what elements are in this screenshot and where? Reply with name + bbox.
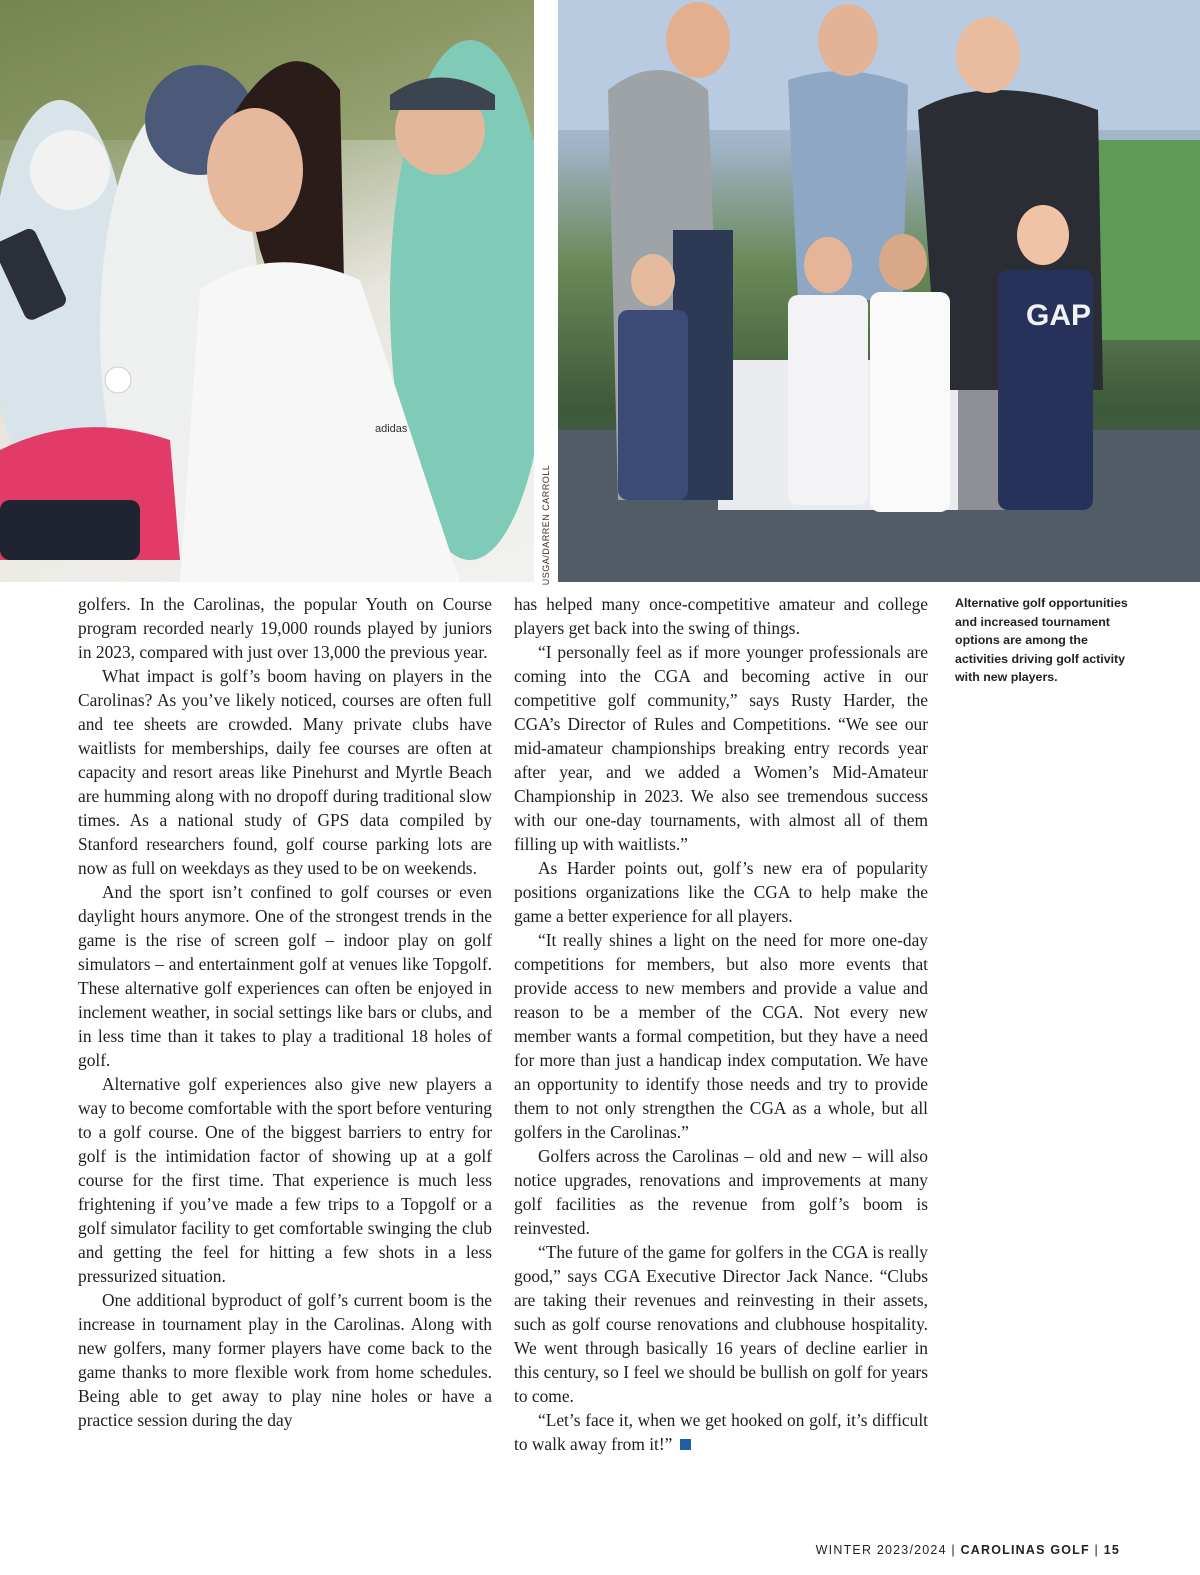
magazine-title: CAROLINAS GOLF (960, 1543, 1090, 1557)
photo-caption: Alternative golf opportunities and increased tournament options are among the activities driving golf activity with new players. (955, 596, 1128, 684)
photo-family-illustration (558, 0, 1200, 582)
paragraph-text: “Let’s face it, when we get hooked on golf, it’s difficult to walk away from it!” (514, 1410, 928, 1454)
paragraph: golfers. In the Carolinas, the popular Youth on Course program recorded nearly 19,000 rounds played by juniors in 2023, compared with just over 13,000 the previous year. (78, 594, 492, 662)
issue-date: WINTER 2023/2024 (815, 1543, 947, 1557)
paragraph: One additional byproduct of golf’s current boom is the increase in tournament play in the Carolinas. Along with new golfers, many former players have come back to the game thanks to more flexible work from home schedules. Being able to get away to play nine holes or have a practice session during the day (78, 1290, 492, 1430)
folio-separator: | (951, 1543, 956, 1557)
paragraph: Golfers across the Carolinas – old and new – will also notice upgrades, renovations and improvements at many golf facilities as the revenue from golf’s boom is reinvested. (514, 1146, 928, 1238)
paragraph: has helped many once-competitive amateur and college players get back into the swing of things. (514, 594, 928, 638)
svg-text:adidas: adidas (375, 423, 408, 435)
svg-text:GAP: GAP (1026, 299, 1092, 332)
paragraph: Alternative golf experiences also give new players a way to become comfortable with the sport before venturing to a golf course. One of the biggest barriers to entry for golf is the intimidation factor of showing up at a golf course for the first time. That experience is much less frightening if you’ve made a few trips to a Topgolf or a golf simulator facility to get comfortable swinging the club and getting the feel for hitting a few shots in a less pressurized situation. (78, 1074, 492, 1286)
folio-separator: | (1094, 1543, 1099, 1557)
paragraph: “It really shines a light on the need for more one-day competitions for members, but also more events that provide access to new members and provide a value and reason to be a member of the CGA. Not every new member wants a formal competition, but they have a need for more than just a handicap index computation. We have an opportunity to identify those needs and try to provide them to not only strengthen the CGA as a whole, but all golfers in the Carolinas.” (514, 930, 928, 1142)
paragraph: As Harder points out, golf’s new era of popularity positions organizations like the CGA to help make the game a better experience for all players. (514, 858, 928, 926)
photo-golfer-illustration (0, 0, 534, 582)
photo-golfer-with-fans (0, 0, 534, 582)
page-number: 15 (1103, 1543, 1120, 1557)
paragraph: “I personally feel as if more younger professionals are coming into the CGA and becoming active in our competitive golf community,” says Rusty Harder, the CGA’s Director of Rules and Competitions. “We see our mid-amateur championships breaking entry records year after year, and we added a Women’s Mid-Amateur Championship in 2023. We also see tremendous success with our one-day tournaments, with almost all of them filling up with waitlists.” (514, 642, 928, 854)
end-of-story-mark (680, 1439, 691, 1450)
body-column-1 (78, 592, 492, 1432)
body-column-2 (514, 592, 928, 1456)
paragraph: And the sport isn’t confined to golf courses or even daylight hours anymore. One of the strongest trends in the game is the rise of screen golf – indoor play on golf simulators – and entertainment golf at venues like Topgolf. These alternative golf experiences can often be enjoyed in inclement weather, in social settings like bars or clubs, and in less time than it takes to play a traditional 18 holes of golf. (78, 882, 492, 1070)
paragraph: “The future of the game for golfers in the CGA is really good,” says CGA Executive Director Jack Nance. “Clubs are taking their revenues and reinvesting in their assets, such as golf course renovations and clubhouse hospitality. We went through basically 16 years of decline earlier in this century, so I feel we should be bullish on golf for years to come. (514, 1242, 928, 1406)
photo-family-at-topgolf (558, 0, 1200, 582)
paragraph: What impact is golf’s boom having on players in the Carolinas? As you’ve likely noticed, courses are often full and tee sheets are crowded. Many private clubs have waitlists for memberships, daily fee courses are often at capacity and resort areas like Pinehurst and Myrtle Beach are humming along with no dropoff during traditional slow times. As a national study of GPS data compiled by Stanford researchers found, golf course parking lots are now as full on weekdays as they used to be on weekends. (78, 666, 492, 878)
paragraph-final (514, 1408, 928, 1456)
photo-credit: USGA/DARREN CARROLL (541, 464, 551, 586)
page-footer (816, 1543, 1120, 1557)
